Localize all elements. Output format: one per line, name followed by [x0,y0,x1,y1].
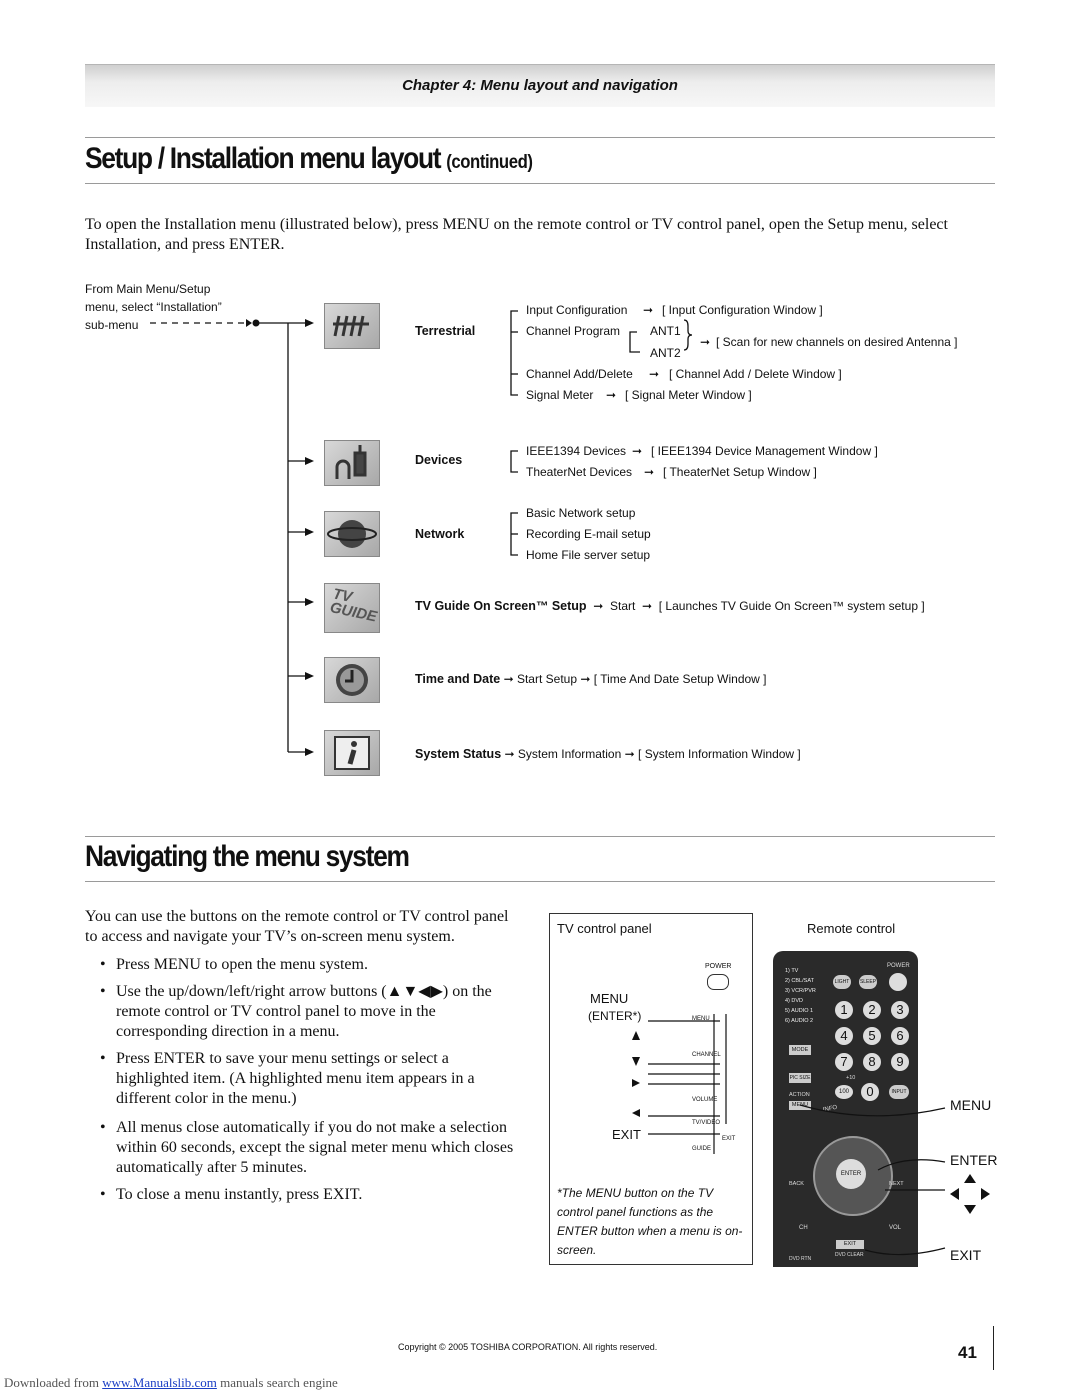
arrow-icon: ➞ [700,335,711,349]
remote-dvdclear-button[interactable]: DVD CLEAR [835,1252,864,1258]
remote-number-pad [835,1001,915,1071]
arrow-icon: ➞ [643,303,654,317]
copyright: Copyright © 2005 TOSHIBA CORPORATION. All rights reserved. [398,1342,658,1352]
ieee1394-window: [ IEEE1394 Device Management Window ] [651,444,878,458]
remote-sleep-button[interactable]: SLEEP [859,975,877,989]
arrow-icon: ➞ [503,672,514,686]
remote-dvdrtn-button[interactable]: DVD RTN [789,1256,812,1262]
download-footer: Downloaded from www.Manualslib.com manuals search engine [4,1375,338,1390]
panel-title: TV control panel [557,921,652,936]
manualslib-link[interactable]: www.Manualslib.com [102,1375,217,1390]
theaternet-window: [ TheaterNet Setup Window ] [663,465,817,479]
remote-title: Remote control [807,921,896,936]
clock-icon [324,657,380,703]
arrow-icon: ➞ [638,599,656,613]
remote-light-button[interactable]: LIGHT [833,975,851,989]
panel-menu-label: MENU [590,991,629,1006]
remote-digit-button[interactable]: 1 [835,1001,853,1019]
signal-meter-item: Signal Meter [526,388,594,402]
arrow-icon: ➞ [624,747,635,761]
remote-action-label: ACTION [789,1092,810,1098]
arrow-icon: ➞ [649,367,660,381]
arrow-icon: ➞ [632,444,643,458]
system-info-result: [ System Information Window ] [638,747,801,761]
tv-guide-icon: TV GUIDE [324,583,380,633]
panel-enter-label: (ENTER*) [588,1009,642,1023]
ant2-label: ANT2 [650,346,681,360]
arrow-icon: ➞ [644,465,655,479]
home-file-server-item: Home File server setup [526,548,651,562]
arrow-keys-icon [950,1174,990,1214]
tv-control-panel-figure [549,913,753,1265]
remote-digit-button[interactable]: 9 [891,1053,909,1071]
remote-power-button[interactable] [889,973,907,991]
tv-guide-result: [ Launches TV Guide On Screen™ system setup ] [658,599,925,613]
arrow-icon: ➞ [589,599,607,613]
remote-digit-button[interactable]: 5 [863,1027,881,1045]
remote-power-label: POWER [887,963,910,969]
panel-menu-button[interactable]: MENU [692,1016,710,1022]
remote-digit-button[interactable]: 3 [891,1001,909,1019]
panel-tvvideo-button[interactable]: TV/VIDEO [692,1120,721,1126]
remote-menu-button[interactable]: MENU [789,1101,811,1110]
system-status-label: System Status [415,747,502,761]
remote-picsize-button[interactable]: PIC SIZE [789,1075,811,1081]
tv-guide-label: TV Guide On Screen™ Setup [415,599,587,613]
panel-volume-button[interactable]: VOLUME [692,1097,718,1103]
signal-meter-window: [ Signal Meter Window ] [625,388,752,402]
devices-plug-icon [324,440,380,486]
input-configuration-item: Input Configuration [526,303,628,317]
ieee1394-devices-item: IEEE1394 Devices [526,444,627,458]
recording-email-item: Recording E-mail setup [526,527,651,541]
network-globe-icon [324,511,380,557]
arrow-icon: ➞ [504,747,515,761]
remote-exit-button[interactable]: EXIT [836,1240,864,1249]
basic-network-item: Basic Network setup [526,506,636,520]
divider [85,881,995,882]
theaternet-devices-item: TheaterNet Devices [526,465,633,479]
nav-intro: You can use the buttons on the remote control or TV control panel to access and navigate your TV’s on-screen menu system. [85,908,509,945]
section-title-navigating: Navigating the menu system [85,840,409,873]
time-date-label: Time and Date [415,672,501,686]
remote-menu-callout: MENU [950,1097,992,1113]
remote-digit-button[interactable]: 4 [835,1027,853,1045]
tv-guide-row [415,599,925,613]
arrow-icon: ➞ [606,388,617,402]
tv-guide-start: Start [609,599,636,613]
remote-plus10-label: +10 [846,1075,856,1081]
network-label: Network [415,527,465,541]
remote-info-label: INFO [822,1104,838,1114]
remote-digit-button[interactable]: 2 [863,1001,881,1019]
remote-enter-callout: ENTER [950,1152,998,1168]
info-icon [324,730,380,776]
remote-back-button[interactable]: BACK [789,1181,804,1187]
terrestrial-antenna-icon [324,303,380,349]
terrestrial-label: Terrestrial [415,324,476,338]
time-date-row [415,672,767,686]
remote-ch-button[interactable]: CH [799,1225,808,1231]
remote-digit-button[interactable]: 6 [891,1027,909,1045]
input-configuration-window: [ Input Configuration Window ] [662,303,823,317]
divider [85,836,995,837]
scan-channels-window: [ Scan for new channels on desired Antenna ] [716,335,958,349]
time-date-start: Start Setup [516,672,578,686]
time-date-result: [ Time And Date Setup Window ] [593,672,767,686]
remote-digit-button[interactable]: 8 [863,1053,881,1071]
panel-note: *The MENU button on the TV control panel functions as the ENTER button when a menu is on-screen. [557,1186,743,1257]
remote-input-button[interactable]: INPUT [889,1085,909,1099]
remote-enter-button[interactable]: ENTER [836,1159,866,1189]
ant1-label: ANT1 [650,324,681,338]
remote-100-button[interactable]: 100 [835,1085,853,1099]
channel-add-delete-window: [ Channel Add / Delete Window ] [669,367,842,381]
title-suffix: (continued) [446,152,533,173]
page-number: 41 [958,1343,977,1362]
panel-exit-label: EXIT [612,1127,641,1142]
remote-vol-button[interactable]: VOL [889,1225,902,1231]
channel-add-delete-item: Channel Add/Delete [526,367,633,381]
divider [993,1326,994,1370]
from-main-menu-label: From Main Menu/Setup menu, select “Installation” sub-menu [85,282,222,332]
remote-exit-callout: EXIT [950,1247,982,1263]
remote-source-list: 1) TV 2) CBL/SAT 3) VCR/PVR 4) DVD 5) AUDIO 1 6) AUDIO 2 [785,968,816,1024]
panel-exit-button[interactable]: EXIT [722,1136,736,1142]
chapter-title: Chapter 4: Menu layout and navigation [402,77,678,94]
devices-label: Devices [415,453,463,467]
channel-program-item: Channel Program [526,324,621,338]
system-status-row [415,747,801,761]
panel-power-label: POWER [705,963,732,970]
panel-channel-button[interactable]: CHANNEL [692,1052,721,1058]
remote-next-button[interactable]: NEXT [889,1181,904,1187]
system-info-item: System Information [517,747,622,761]
arrow-icon: ➞ [580,672,591,686]
intro-paragraph: To open the Installation menu (illustrated below), press MENU on the remote control or TV control panel, open the Setup menu, select Installation, and press ENTER. [85,216,948,253]
remote-mode-button[interactable]: MODE [789,1045,811,1055]
remote-digit-button[interactable]: 0 [861,1083,879,1101]
panel-guide-button[interactable]: GUIDE [692,1146,712,1152]
remote-digit-button[interactable]: 7 [835,1053,853,1071]
section-title-setup: Setup / Installation menu layout (continued) [85,142,533,175]
